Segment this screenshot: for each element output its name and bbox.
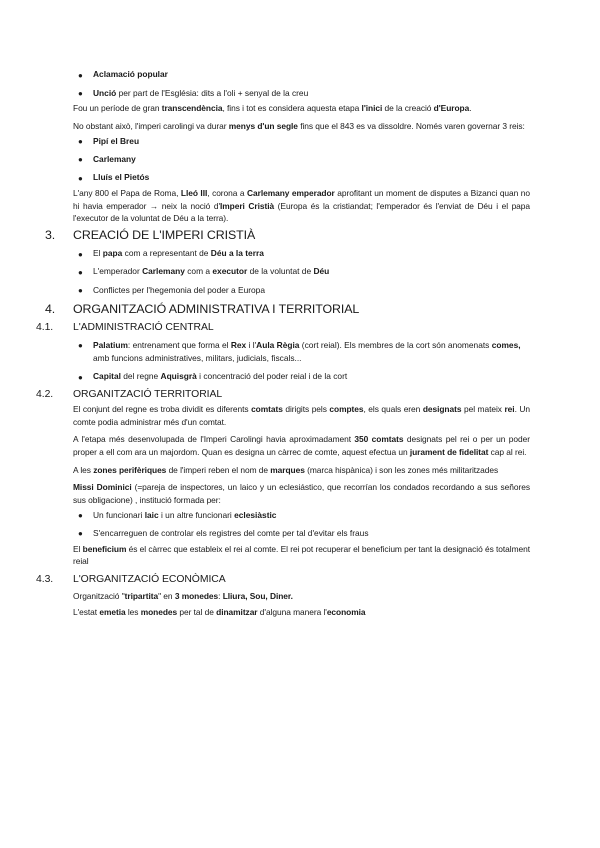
- bold-text: papa: [102, 248, 123, 259]
- text: No obstant això, l'imperi carolingi va durar: [73, 120, 229, 131]
- text: 4.1.: [36, 322, 54, 334]
- text: S'encarreguen de controlar els registres del comte per tal d'evitar els fraus: [93, 527, 369, 538]
- text: i l': [246, 339, 257, 350]
- text: i un altre funcionari: [158, 509, 235, 520]
- text: d'alguna manera l': [257, 606, 327, 617]
- bullet-icon: ●: [78, 88, 83, 98]
- bold-text: jurament de fidelitat: [409, 447, 489, 458]
- text: L'estat: [73, 606, 100, 617]
- bold-text: economia: [326, 606, 366, 617]
- text: és el càrrec que estableix el rei al comte. El rei pot recuperar el beneficium per tant la designació és totalment reial: [73, 543, 530, 567]
- paragraph: [73, 102, 530, 115]
- bold-text: Déu: [313, 266, 330, 277]
- text: cap al rei.: [488, 447, 527, 458]
- text: .: [469, 103, 472, 114]
- bold-text: comes,: [491, 339, 521, 350]
- bold-text: Aclamació popular: [93, 69, 168, 80]
- section-heading-4: [45, 300, 600, 319]
- text: com a representant de: [122, 248, 211, 259]
- list-item: [78, 368, 530, 386]
- text: A les: [73, 464, 94, 475]
- list-item: [78, 281, 530, 299]
- text: 4.3.: [36, 573, 54, 585]
- text: L'any 800 el Papa de Roma,: [73, 188, 181, 199]
- bold-text: d'Europa: [433, 103, 470, 114]
- bold-text: Capital: [93, 371, 121, 382]
- bold-text: comptes: [329, 404, 364, 415]
- list-item: [78, 336, 530, 368]
- list-item: [78, 66, 530, 84]
- paragraph: [73, 433, 530, 458]
- text: L'emperador: [93, 266, 143, 277]
- text: Fou un període de gran: [73, 103, 162, 114]
- paragraph: [73, 543, 530, 568]
- bold-text: rei: [504, 404, 515, 415]
- text: 4.2.: [36, 389, 54, 401]
- subsection-heading-4-3: [36, 571, 600, 588]
- bold-text: Palatium: [93, 339, 128, 350]
- list-item: [78, 84, 530, 102]
- bold-text: tripartita: [124, 590, 159, 601]
- text: , corona a: [207, 188, 248, 199]
- text: El: [73, 543, 83, 554]
- bold-text: Pipí el Breu: [93, 135, 140, 146]
- bold-text: emetia: [99, 606, 126, 617]
- bold-text: transcendència: [161, 103, 223, 114]
- text: dirigits pels: [282, 404, 330, 415]
- text: i concentració del poder reial i de la cort: [196, 371, 348, 382]
- bullet-icon: ●: [78, 285, 83, 295]
- bullet-icon: ●: [78, 511, 83, 520]
- text: amb funcions administratives, militars, judicials, fiscals...: [93, 353, 302, 364]
- bold-text: laic: [144, 509, 159, 520]
- paragraph: [73, 403, 530, 428]
- text: aprofitant un moment de disputes a Bizanci quan no hi havia emperador → neix la noció d': [73, 188, 530, 211]
- bullet-icon: ●: [78, 529, 83, 539]
- text: L'ADMINISTRACIÓ CENTRAL: [73, 322, 214, 334]
- text: 4.: [45, 302, 56, 317]
- text: El: [93, 248, 103, 259]
- text: fins que el 843 es va dissoldre. Només varen governar 3 reis:: [297, 120, 525, 131]
- bold-text: comtats: [251, 404, 283, 415]
- list-item: [78, 151, 530, 169]
- text: . Un comte podia administrar més d'un comtat.: [73, 404, 530, 427]
- subsection-heading-4-2: [36, 386, 600, 403]
- bold-text: Lluís el Pietós: [93, 172, 150, 183]
- bold-text: eclesiàstic: [234, 509, 277, 520]
- text: L'ORGANITZACIÓ ECONÒMICA: [73, 573, 226, 585]
- text: (Europa és la cristiandat; l'emperador és l'enviat de Déu i el papa l'executor de la voluntat de Déu a la terra).: [73, 200, 530, 224]
- text: Conflictes per l'hegemonia del poder a Europa: [93, 284, 265, 295]
- bold-text: dinamitzar: [216, 606, 258, 617]
- text: designats pel rei o per un poder proper a ell com ara un majordom. Quan es designa un càrrec de comte, aquest efectua un: [73, 434, 530, 458]
- text: 3.: [45, 227, 56, 242]
- text: : entrenament que forma el: [127, 339, 231, 350]
- subsection-heading-4-1: [36, 319, 600, 336]
- list-item: [78, 169, 530, 187]
- text: Un funcionari: [93, 509, 145, 520]
- bold-text: Imperi Cristià: [220, 200, 275, 211]
- text: Organització ": [73, 590, 125, 601]
- bold-text: Unció: [93, 87, 117, 98]
- text: del regne: [120, 371, 161, 382]
- text: , els quals eren: [363, 404, 423, 415]
- list-item: [78, 245, 530, 263]
- section-heading-3: [45, 226, 600, 245]
- text: com a: [184, 266, 213, 277]
- bold-text: Lleó III: [180, 188, 208, 199]
- bold-text: executor: [212, 266, 248, 277]
- bullet-icon: ●: [78, 155, 83, 165]
- bullet-icon: ●: [78, 267, 83, 277]
- bold-text: monedes: [140, 606, 178, 617]
- bold-text: 350 comtats: [354, 434, 404, 445]
- text: per part de l'Església: dits a l'oli + senyal de la creu: [116, 87, 309, 98]
- paragraph: [73, 464, 530, 477]
- document-content: [0, 66, 600, 620]
- text: pel mateix: [461, 404, 505, 415]
- bold-text: Carlemany: [142, 266, 185, 277]
- bullet-icon: ●: [78, 70, 83, 80]
- bold-text: Aquisgrà: [160, 371, 197, 382]
- text: (cort reial). Els membres de la cort són anomenats: [299, 339, 492, 350]
- list-item: [78, 506, 530, 524]
- bold-text: Déu a la terra: [210, 248, 264, 259]
- bold-text: 3 monedes: [174, 590, 219, 601]
- bold-text: Carlemany: [93, 154, 136, 165]
- text: CREACIÓ DE L'IMPERI CRISTIÀ: [73, 227, 256, 242]
- paragraph: [73, 604, 530, 620]
- text: ORGANITZACIÓ TERRITORIAL: [73, 389, 223, 401]
- bold-text: Aula Règia: [256, 339, 300, 350]
- paragraph: [73, 120, 530, 133]
- bold-text: marques: [270, 464, 305, 475]
- bullet-icon: ●: [78, 249, 83, 259]
- bullet-icon: ●: [78, 137, 83, 147]
- paragraph: [73, 187, 530, 225]
- bold-text: Rex: [230, 339, 247, 350]
- list-item: [78, 525, 530, 543]
- list-item: [78, 263, 530, 281]
- text: (marca hispànica) i son les zones més militaritzades: [304, 464, 499, 475]
- paragraph: [73, 588, 530, 604]
- text: , fins i tot es considera aquesta etapa: [222, 103, 362, 114]
- text: de l'imperi reben el nom de: [166, 464, 271, 475]
- bullet-icon: ●: [78, 173, 83, 183]
- text: per tal de: [177, 606, 217, 617]
- text: :: [218, 590, 223, 601]
- bold-text: menys d'un segle: [228, 120, 298, 131]
- text: A l'etapa més desenvolupada de l'Imperi Carolingi havia aproximadament: [73, 434, 355, 445]
- bold-text: Lliura, Sou, Diner.: [222, 590, 293, 601]
- list-item: [78, 133, 530, 151]
- text: de la voluntat de: [247, 266, 314, 277]
- bold-text: Missi Dominici: [73, 482, 132, 493]
- bullet-icon: ●: [78, 341, 83, 351]
- text: de la creació: [382, 103, 434, 114]
- text: " en: [158, 590, 175, 601]
- text: (=pareja de inspectores, un laico y un eclesiástico, que recorrían los condados recordando a sus señores sus obligacione) , institució formada per:: [73, 482, 530, 505]
- paragraph: [73, 481, 530, 506]
- text: El conjunt del regne es troba dividit es diferents: [73, 404, 252, 415]
- bold-text: l'inici: [361, 103, 383, 114]
- bold-text: designats: [422, 404, 462, 415]
- bullet-icon: ●: [78, 372, 83, 382]
- bold-text: Carlemany emperador: [247, 188, 335, 199]
- text: ORGANITZACIÓ ADMINISTRATIVA I TERRITORIAL: [73, 302, 360, 317]
- text: les: [125, 606, 141, 617]
- bold-text: beneficium: [82, 543, 127, 554]
- bold-text: zones perifèriques: [93, 464, 167, 475]
